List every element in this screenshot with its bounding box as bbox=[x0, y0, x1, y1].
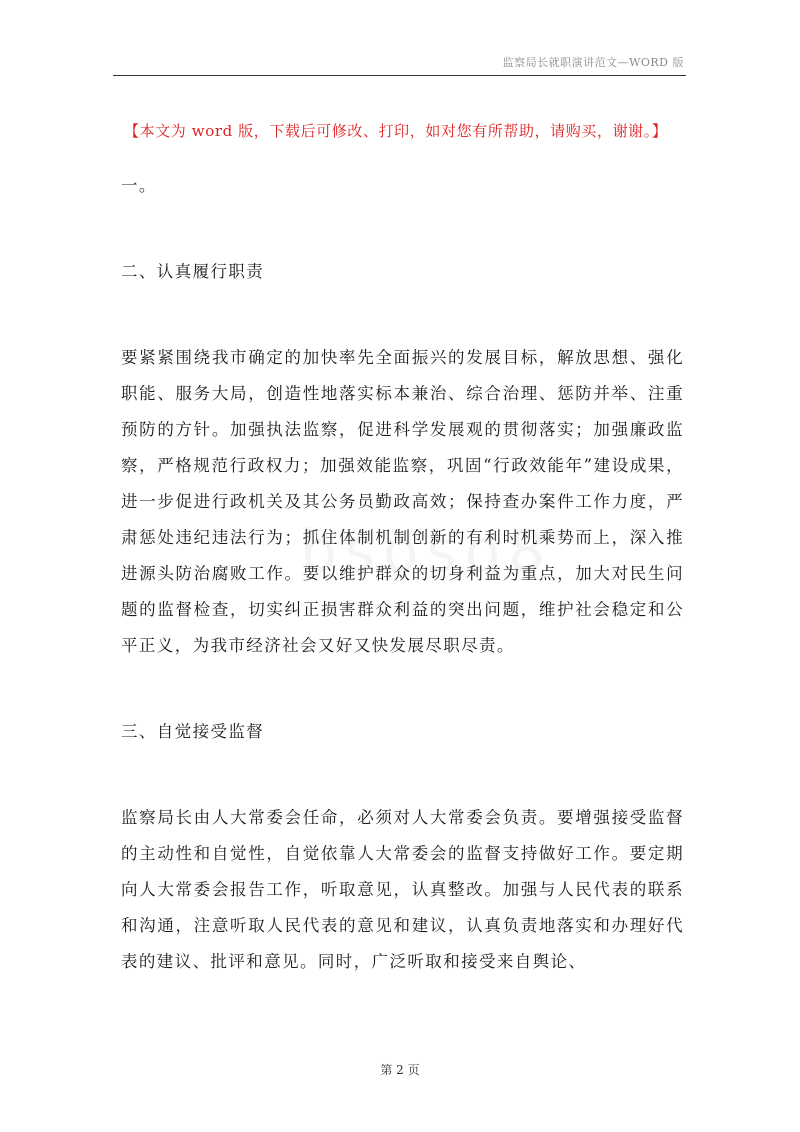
section-heading-2: 二、认真履行职责 bbox=[121, 262, 265, 281]
paragraph-section-3: 监察局长由人大常委会任命，必须对人大常委会负责。要增强接受监督的主动性和自觉性，自觉依靠人大常委会的监督支持做好工作。要定期向人大常委会报告工作，听取意见，认真整改。加强与人民代表的联系和沟通，注意听取人民代表的意见和建议，认真负责地落实和办理好代表的建议、批评和意见。同时，广泛听取和接受来自舆论、 bbox=[121, 808, 684, 971]
purchase-notice: 【本文为 word 版，下载后可修改、打印，如对您有所帮助，请购买，谢谢。】 bbox=[124, 122, 668, 140]
paragraph-intro: 一。 bbox=[121, 176, 157, 195]
page-number: 第 2 页 bbox=[380, 1063, 420, 1077]
paragraph-section-2: 要紧紧围绕我市确定的加快率先全面振兴的发展目标，解放思想、强化职能、服务大局，创造性地落实标本兼治、综合治理、惩防并举、注重预防的方针。加强执法监察，促进科学发展观的贯彻落实；加强廉政监察，严格规范行政权力；加强效能监察，巩固“行政效能年”建设成果，进一步促进行政机关及其公务员勤政高效；保持查办案件工作力度，严肃惩处违纪违法行为；抓住体制机制创新的有利时机乘势而上，深入推进源头防治腐败工作。要以维护群众的切身利益为重点，加大对民生问题的监督检查，切实纠正损害群众利益的突出问题，维护社会稳定和公平正义，为我市经济社会又好又快发展尽职尽责。 bbox=[121, 348, 684, 655]
page-header-title: 监察局长就职演讲范文—WORD 版 bbox=[502, 56, 684, 69]
document-body bbox=[121, 168, 684, 980]
header-divider bbox=[113, 75, 686, 76]
section-heading-3: 三、自觉接受监督 bbox=[121, 722, 265, 741]
